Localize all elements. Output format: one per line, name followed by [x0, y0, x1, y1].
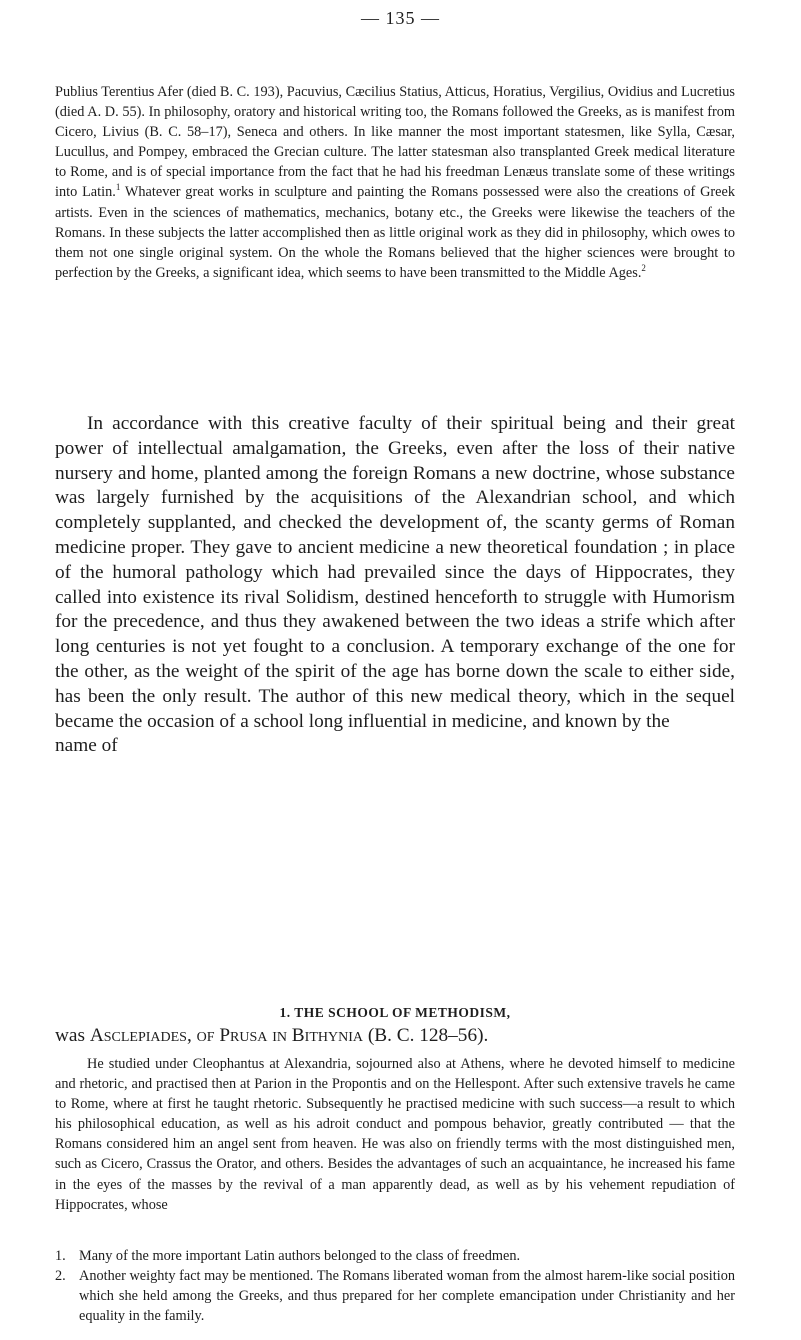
paragraph-text: Whatever great works in sculpture and painting the Romans possessed were also the creations of Greek artists. Even in the sciences of mathematics, mechanics, botany etc., the Greeks were likewise the teachers of the Romans. In these subjects the latter accomplished then as little original work as they did in philosophy, which owes to them not one single original system. On the whole the Romans believed that the higher sciences were brought to perfection by the Greeks, a significant idea, which seems to have been transmitted to the Middle Ages.: [55, 184, 735, 281]
paragraph-final-line: name of: [55, 735, 118, 757]
intro-was: was: [55, 1025, 90, 1046]
footnote-ref-1: 1: [115, 182, 121, 193]
paragraph-roman-culture: [55, 82, 735, 283]
footnote-number: 1.: [55, 1248, 66, 1264]
footnote-2: [55, 1266, 735, 1326]
paragraph-asclepiades-bio: He studied under Cleophantus at Alexandria, sojourned also at Athens, where he devoted himself to medicine and rhetoric, and practised then at Parion in the Propontis and on the Hellespont. After such extensive travels he came to Rome, where at first he taught rhetoric. Subsequently he practised medicine with such success—a result to which his philosophical education, as well as his adroit conduct and pompous behavior, greatly contributed — that the Romans considered him an angel sent from heaven. He was also on friendly terms with the most distinguished men, such as Cicero, Crassus the Orator, and others. Besides the advantages of such an acquaintance, he increased his fame in the eyes of the masses by the revival of a man apparently dead, as well as by his vehement repudiation of Hippocrates, whose: [55, 1056, 735, 1213]
paragraph-text: Publius Terentius Afer (died B. C. 193), Pacuvius, Cæcilius Statius, Atticus, Horatius, Vergilius, Ovidius and Lucretius (died A. D. 55). In philosophy, oratory and historical writing too, the Romans followed the Greeks, as is manifest from Cicero, Livius (B. C. 58–17), Seneca and others. In like manner the most important statesmen, like Sylla, Cæsar, Lucullus, and Pompey, embraced the Grecian culture. The latter statesman also transplanted Greek medical literature to Rome, and is of special importance from the fact that he had his freedman Lenæus translate some of these writings into Latin.: [55, 84, 735, 201]
footnote-ref-2: 2: [641, 263, 646, 274]
page-number: — 135 —: [361, 8, 440, 28]
paragraph-text: In accordance with this creative faculty of their spiritual being and their great power of intellectual amalgamation, the Greeks, even after the loss of their native nursery and home, planted among the foreign Romans a new doctrine, whose substance was largely furnished by the acquisitions of the Alexandrian school, and which completely supplanted, and checked the development of, the scanty germs of Roman medicine proper. They gave to ancient medicine a new theoretical foundation ; in place of the humoral pathology which had prevailed since the days of Hippocrates, they called into existence its rival Solidism, destined henceforth to struggle with Humorism for the precedence, and thus they awakened between the two ideas a strife which after long centuries is not yet fought to a conclusion. A temporary exchange of the one for the other, as the weight of the spirit of the age has borne down the scale to either side, has been the only result. The author of this new medical theory, which in the sequel became the occasion of a school long influential in medicine, and known by the: [55, 413, 735, 732]
footnote-text: Another weighty fact may be mentioned. The Romans liberated woman from the almost harem-like social position which she held among the Greeks, and thus prepared for her complete emancipation under Christianity and her equality in the family.: [79, 1268, 735, 1324]
footnote-1: [55, 1246, 735, 1266]
asclepiades-dates: (B. C. 128–56).: [363, 1025, 489, 1046]
footnote-number: 2.: [55, 1268, 66, 1284]
footnotes: [55, 1246, 735, 1326]
footnote-text: Many of the more important Latin authors belonged to the class of freedmen.: [79, 1248, 521, 1264]
paragraph-creative-faculty: [55, 412, 735, 759]
asclepiades-name: Asclepiades, of Prusa in Bithynia: [89, 1025, 363, 1046]
asclepiades-intro: [55, 1024, 735, 1048]
section-heading: 1. THE SCHOOL OF METHODISM,: [279, 1005, 511, 1020]
